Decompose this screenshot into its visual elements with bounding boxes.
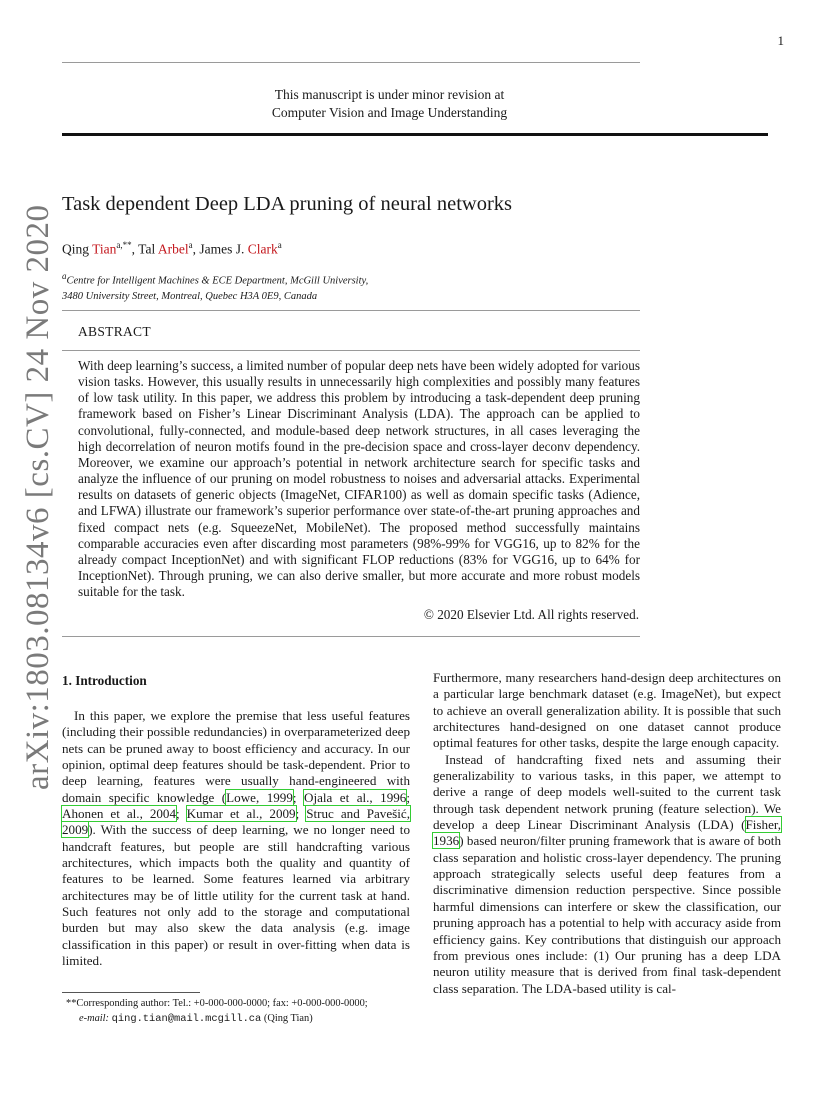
intro-text: In this paper, we explore the premise that less useful features (including their possible redundancies) in overparameterized deep nets can be pruned away to boost efficiency and accuracy. In our opinion, optimal deep features should be task-dependent. Prior to deep learning, features were usually hand-engineered with domain specific knowledge ( — [62, 708, 410, 805]
intro-paragraph — [433, 752, 781, 997]
affiliation-sup: a — [62, 271, 67, 281]
right-column — [433, 670, 781, 997]
affiliation — [62, 269, 368, 305]
citation-separator: ; — [406, 789, 410, 805]
author-first: James J. — [199, 241, 248, 257]
arxiv-stamp: arXiv:1803.08134v6 [cs.CV] 24 Nov 2020 — [20, 204, 56, 790]
author-affil-sup: a,** — [116, 240, 132, 250]
abstract-body: With deep learning’s success, a limited number of popular deep nets have been widely adopted for various vision tasks. However, this usually results in unnecessarily high complexities and possibly many features of low task utility. In this paper, we address this problem by introducing a task-dependent deep pruning framework based on Fisher’s Linear Discriminant Analysis (LDA). The approach can be applied to convolutional, fully-connected, and module-based deep network structures, in all cases leveraging the high decorrelation of neuron motifs found in the pre-decision space and cross-layer deconv dependency. Moreover, we examine our approach’s potential in network architecture search for specific tasks and analyze the influence of our pruning on model robustness to noises and adversarial attacks. Experimental results on datasets of generic objects (ImageNet, CIFAR100) as well as domain specific tasks (Adience, and LFWA) illustrate our framework’s superior performance over state-of-the-art pruning approaches and fixed compact nets (e.g. SqueezeNet, MobileNet). The proposed method successfully maintains comparable accuracies even after discarding most parameters (98%-99% for VGG16, up to 82% for the already compact InceptionNet) and with significant FLOP reductions (83% for VGG16, up to 64% for InceptionNet). Through pruning, we can also derive smaller, but more accurate and more robust models suitable for the task. — [78, 358, 640, 600]
author-last-link[interactable]: Clark — [247, 241, 278, 257]
citation-link[interactable]: Kumar et al., 2009 — [186, 806, 296, 822]
author-last-link[interactable]: Arbel — [157, 241, 189, 257]
copyright-line: © 2020 Elsevier Ltd. All rights reserved. — [423, 607, 639, 622]
paper-title: Task dependent Deep LDA pruning of neural networks — [62, 193, 513, 215]
intro-text: ). With the success of deep learning, we no longer need to handcraft features, but people are still handcrafting various architectures, which impacts both the quality and quantity of features to be learned. Some features learned via arbitrary architectures may be of little utility for the current task at hand. Such features not only add to the storage and computational burden but may also skew the data analysis (e.g. image classification in this paper) or result in over-fitting when data is limited. — [62, 822, 410, 969]
footnote — [62, 996, 412, 1027]
affiliation-line1 — [62, 269, 368, 289]
citation-separator: ; — [176, 806, 187, 822]
citation-link[interactable]: Ahonen et al., 2004 — [62, 806, 177, 822]
section-heading: 1. Introduction — [62, 673, 147, 688]
intro-text: ) based neuron/filter pruning framework that is aware of both class separation and holistic cross-layer dependency. The pruning approach strategically selects useful deep features from a discriminative dimension reduction perspective. Since possible harmful dimensions can interfere or skew the classification, our pruning approach has a potential to help with accuracy aside from efficiency gains. Key contributions that distinguish our approach from previous ones include: (1) Our pruning has a deep LDA neuron utility measure that is derived from final task-dependent class separation. The LDA-based utility is cal- — [433, 833, 781, 996]
revision-notice-line2: Computer Vision and Image Understanding — [271, 105, 508, 120]
citation-link[interactable]: Ojala et al., 1996 — [304, 789, 407, 805]
email-label: e-mail: — [79, 1013, 110, 1024]
affiliation-line2: 3480 University Street, Montreal, Quebec H3A 0E9, Canada — [62, 291, 318, 302]
top-rule — [62, 62, 640, 63]
author-last-link[interactable]: Tian — [92, 241, 117, 257]
affiliation-text: Centre for Intelligent Machines & ECE Department, McGill University, — [66, 275, 369, 287]
revision-notice — [62, 86, 717, 122]
footnote-marker: ** — [66, 998, 77, 1009]
footnote-line1 — [62, 996, 412, 1011]
email-address-link[interactable]: qing.tian@mail.mcgill.ca — [111, 1013, 262, 1025]
author-separator: , — [131, 241, 139, 257]
citation-separator: ; — [295, 806, 307, 822]
email-suffix: (Qing Tian) — [261, 1013, 313, 1024]
author-list — [62, 240, 282, 258]
intro-paragraph: Furthermore, many researchers hand-design deep architectures on a particular large benchmark dataset (e.g. ImageNet), but expect to achieve an overall generalization ability. It is possible that such architectures hand-designed on one dataset cannot produce optimal features for other tasks, despite the large enough capacity. — [433, 670, 781, 751]
citation-link[interactable]: Fisher, 1936 — [433, 817, 781, 849]
left-column — [62, 708, 410, 970]
footnote-rule — [62, 992, 200, 993]
revision-notice-line1: This manuscript is under minor revision at — [274, 87, 505, 102]
header-thick-rule — [62, 133, 768, 136]
author-affil-sup: a — [277, 240, 282, 250]
citation-link[interactable]: Struc and Pavešić, 2009 — [62, 806, 410, 838]
author-affil-sup: a — [188, 240, 193, 250]
author-first: Qing — [62, 241, 93, 257]
page-number: 1 — [777, 33, 784, 48]
author-first: Tal — [138, 241, 158, 257]
intro-text: Instead of handcrafting fixed nets and assuming their generalizability to various tasks, in this paper, we attempt to derive a range of deep models well-suited to the current task through task dependent network pruning (feature selection). We develop a deep Linear Discriminant Analysis (LDA) ( — [433, 751, 781, 833]
abstract-heading: ABSTRACT — [78, 324, 151, 339]
citation-separator: ; — [292, 789, 304, 805]
abstract-top-rule — [62, 310, 640, 311]
author-separator: , — [192, 241, 200, 257]
intro-paragraph — [62, 708, 410, 970]
footnote-line2 — [62, 1011, 412, 1027]
abstract-heading-rule — [62, 350, 640, 351]
citation-link[interactable]: Lowe, 1999 — [226, 789, 293, 805]
abstract-bottom-rule — [62, 636, 640, 637]
footnote-text: Corresponding author: Tel.: +0-000-000-0000; fax: +0-000-000-0000; — [76, 998, 368, 1009]
